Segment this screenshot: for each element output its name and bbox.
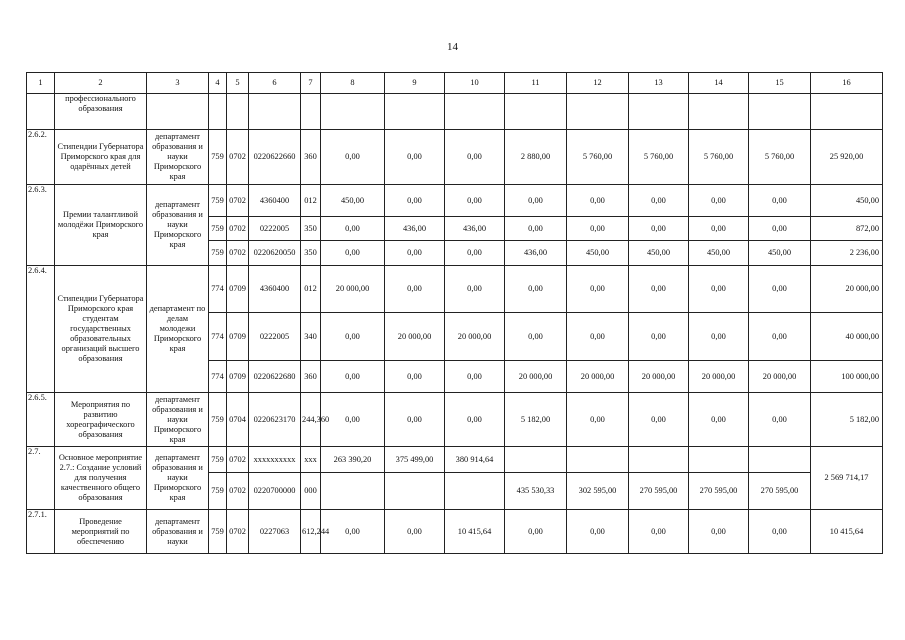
cell-value: 263 390,20 bbox=[321, 447, 385, 473]
cell-dept: департамент образования и науки Приморского края bbox=[147, 130, 209, 185]
cell-value: 0,00 bbox=[321, 241, 385, 266]
cell-csr: 0222005 bbox=[249, 217, 301, 241]
cell-value: 0,00 bbox=[629, 393, 689, 447]
cell-grbs: 759 bbox=[209, 447, 227, 473]
cell-value: 0,00 bbox=[505, 217, 567, 241]
cell-rzpr: 0702 bbox=[227, 217, 249, 241]
cell-value: 0,00 bbox=[321, 361, 385, 393]
cell-value: 375 499,00 bbox=[385, 447, 445, 473]
cell-name: Стипендии Губернатора Приморского края для одарённых детей bbox=[55, 130, 147, 185]
cell-vr: 012 bbox=[301, 266, 321, 313]
cell-value: 0,00 bbox=[567, 217, 629, 241]
cell-rzpr: 0702 bbox=[227, 185, 249, 217]
cell-empty bbox=[505, 447, 567, 473]
header-cell: 8 bbox=[321, 73, 385, 94]
cell-empty bbox=[227, 94, 249, 130]
cell-dept: департамент образования и науки bbox=[147, 510, 209, 554]
cell-csr: 4360400 bbox=[249, 266, 301, 313]
cell-value: 380 914,64 bbox=[445, 447, 505, 473]
cell-value: 0,00 bbox=[689, 185, 749, 217]
cell-value: 5 760,00 bbox=[689, 130, 749, 185]
cell-value: 0,00 bbox=[689, 393, 749, 447]
cell-grbs: 759 bbox=[209, 130, 227, 185]
cell-value: 20 000,00 bbox=[749, 361, 811, 393]
cell-csr: xxxxxxxxxx bbox=[249, 447, 301, 473]
cell-value: 5 760,00 bbox=[567, 130, 629, 185]
header-cell: 5 bbox=[227, 73, 249, 94]
cell-total: 20 000,00 bbox=[811, 266, 883, 313]
cell-value: 0,00 bbox=[629, 266, 689, 313]
cell-value: 0,00 bbox=[567, 393, 629, 447]
cell-value: 0,00 bbox=[749, 217, 811, 241]
cell-id: 2.6.5. bbox=[27, 393, 55, 447]
cell-value: 436,00 bbox=[385, 217, 445, 241]
header-cell: 12 bbox=[567, 73, 629, 94]
budget-table bbox=[26, 72, 883, 554]
cell-rzpr: 0702 bbox=[227, 447, 249, 473]
cell-value: 20 000,00 bbox=[385, 313, 445, 361]
cell-value: 436,00 bbox=[505, 241, 567, 266]
cell-value: 0,00 bbox=[385, 185, 445, 217]
cell-empty bbox=[209, 94, 227, 130]
cell-vr: 244,360 bbox=[301, 393, 321, 447]
cell-value: 0,00 bbox=[505, 510, 567, 554]
header-cell: 3 bbox=[147, 73, 209, 94]
cell-value: 0,00 bbox=[445, 361, 505, 393]
cell-empty bbox=[629, 447, 689, 473]
cell-total: 100 000,00 bbox=[811, 361, 883, 393]
cell-id: 2.6.4. bbox=[27, 266, 55, 393]
cell-value: 450,00 bbox=[567, 241, 629, 266]
cell-total: 2 569 714,17 bbox=[811, 447, 883, 510]
cell-id: 2.6.2. bbox=[27, 130, 55, 185]
cell-name: Мероприятия по развитию хореографического образования bbox=[55, 393, 147, 447]
cell-value: 0,00 bbox=[567, 185, 629, 217]
cell-empty bbox=[321, 473, 385, 510]
cell-empty bbox=[445, 473, 505, 510]
cell-rzpr: 0702 bbox=[227, 473, 249, 510]
cell-value: 20 000,00 bbox=[505, 361, 567, 393]
cell-empty bbox=[301, 94, 321, 130]
cell-total: 450,00 bbox=[811, 185, 883, 217]
cell-empty bbox=[505, 94, 567, 130]
cell-value: 0,00 bbox=[629, 313, 689, 361]
cell-vr: xxx bbox=[301, 447, 321, 473]
cell-value: 270 595,00 bbox=[689, 473, 749, 510]
cell-value: 0,00 bbox=[567, 313, 629, 361]
cell-grbs: 774 bbox=[209, 361, 227, 393]
cell-rzpr: 0702 bbox=[227, 130, 249, 185]
cell-csr: 0220700000 bbox=[249, 473, 301, 510]
cell-value: 0,00 bbox=[445, 241, 505, 266]
header-cell: 6 bbox=[249, 73, 301, 94]
cell-id: 2.7.1. bbox=[27, 510, 55, 554]
table-row bbox=[27, 73, 883, 94]
cell-value: 0,00 bbox=[505, 266, 567, 313]
page-number: 14 bbox=[447, 41, 458, 53]
cell-value: 20 000,00 bbox=[445, 313, 505, 361]
cell-value: 0,00 bbox=[385, 510, 445, 554]
cell-value: 450,00 bbox=[749, 241, 811, 266]
cell-vr: 012 bbox=[301, 185, 321, 217]
cell-dept: департамент по делам молодежи Приморского края bbox=[147, 266, 209, 393]
cell-empty bbox=[629, 94, 689, 130]
cell-total: 2 236,00 bbox=[811, 241, 883, 266]
cell-value: 450,00 bbox=[321, 185, 385, 217]
cell-empty bbox=[689, 447, 749, 473]
cell-vr: 350 bbox=[301, 241, 321, 266]
header-cell: 9 bbox=[385, 73, 445, 94]
cell-empty bbox=[321, 94, 385, 130]
cell-value: 0,00 bbox=[689, 313, 749, 361]
cell-value: 0,00 bbox=[445, 130, 505, 185]
header-cell: 2 bbox=[55, 73, 147, 94]
table-row bbox=[27, 447, 883, 473]
header-cell: 13 bbox=[629, 73, 689, 94]
header-cell: 10 bbox=[445, 73, 505, 94]
cell-value: 5 182,00 bbox=[505, 393, 567, 447]
cell-value: 0,00 bbox=[629, 217, 689, 241]
cell-value: 0,00 bbox=[749, 510, 811, 554]
cell-value: 0,00 bbox=[385, 393, 445, 447]
cell-csr: 0220622680 bbox=[249, 361, 301, 393]
cell-value: 2 880,00 bbox=[505, 130, 567, 185]
table-row bbox=[27, 185, 883, 217]
table-row bbox=[27, 393, 883, 447]
cell-dept: департамент образования и науки Приморского края bbox=[147, 393, 209, 447]
header-cell: 11 bbox=[505, 73, 567, 94]
cell-rzpr: 0709 bbox=[227, 313, 249, 361]
cell-total: 40 000,00 bbox=[811, 313, 883, 361]
cell-vr: 612,244 bbox=[301, 510, 321, 554]
cell-value: 450,00 bbox=[629, 241, 689, 266]
cell-total: 10 415,64 bbox=[811, 510, 883, 554]
cell-value: 0,00 bbox=[749, 185, 811, 217]
cell-value: 0,00 bbox=[385, 130, 445, 185]
cell-value: 0,00 bbox=[385, 241, 445, 266]
header-cell: 16 bbox=[811, 73, 883, 94]
cell-vr: 340 bbox=[301, 313, 321, 361]
cell-value: 20 000,00 bbox=[567, 361, 629, 393]
cell-csr: 0227063 bbox=[249, 510, 301, 554]
cell-csr: 0220620050 bbox=[249, 241, 301, 266]
cell-dept: департамент образования и науки Приморского края bbox=[147, 185, 209, 266]
cell-id bbox=[27, 94, 55, 130]
cell-value: 0,00 bbox=[321, 313, 385, 361]
header-cell: 4 bbox=[209, 73, 227, 94]
cell-value: 0,00 bbox=[689, 510, 749, 554]
cell-vr: 000 bbox=[301, 473, 321, 510]
cell-value: 0,00 bbox=[321, 393, 385, 447]
header-cell: 7 bbox=[301, 73, 321, 94]
cell-grbs: 759 bbox=[209, 510, 227, 554]
cell-empty bbox=[385, 473, 445, 510]
cell-name: Проведение мероприятий по обеспечению bbox=[55, 510, 147, 554]
cell-grbs: 759 bbox=[209, 185, 227, 217]
cell-grbs: 759 bbox=[209, 473, 227, 510]
cell-rzpr: 0702 bbox=[227, 241, 249, 266]
cell-empty bbox=[749, 94, 811, 130]
cell-value: 20 000,00 bbox=[629, 361, 689, 393]
cell-value: 0,00 bbox=[445, 185, 505, 217]
cell-empty bbox=[147, 94, 209, 130]
cell-csr: 4360400 bbox=[249, 185, 301, 217]
cell-rzpr: 0709 bbox=[227, 361, 249, 393]
cell-value: 0,00 bbox=[321, 217, 385, 241]
cell-empty bbox=[567, 94, 629, 130]
cell-vr: 360 bbox=[301, 130, 321, 185]
cell-grbs: 759 bbox=[209, 393, 227, 447]
cell-csr: 0222005 bbox=[249, 313, 301, 361]
cell-rzpr: 0702 bbox=[227, 510, 249, 554]
cell-value: 270 595,00 bbox=[629, 473, 689, 510]
cell-empty bbox=[689, 94, 749, 130]
header-cell: 15 bbox=[749, 73, 811, 94]
cell-total: 25 920,00 bbox=[811, 130, 883, 185]
cell-empty bbox=[811, 94, 883, 130]
cell-rzpr: 0709 bbox=[227, 266, 249, 313]
header-cell: 14 bbox=[689, 73, 749, 94]
cell-value: 302 595,00 bbox=[567, 473, 629, 510]
table-row bbox=[27, 510, 883, 554]
cell-empty bbox=[385, 94, 445, 130]
cell-name: Основное мероприятие 2.7.: Создание условий для получения качественного общего образования bbox=[55, 447, 147, 510]
cell-value: 0,00 bbox=[749, 313, 811, 361]
cell-value: 436,00 bbox=[445, 217, 505, 241]
cell-id: 2.7. bbox=[27, 447, 55, 510]
cell-value: 0,00 bbox=[689, 266, 749, 313]
cell-total: 5 182,00 bbox=[811, 393, 883, 447]
cell-total: 872,00 bbox=[811, 217, 883, 241]
cell-value: 0,00 bbox=[629, 185, 689, 217]
cell-value: 0,00 bbox=[629, 510, 689, 554]
cell-empty bbox=[749, 447, 811, 473]
cell-value: 0,00 bbox=[321, 130, 385, 185]
cell-value: 0,00 bbox=[445, 266, 505, 313]
cell-value: 0,00 bbox=[385, 266, 445, 313]
cell-empty bbox=[445, 94, 505, 130]
cell-value: 0,00 bbox=[749, 266, 811, 313]
cell-grbs: 774 bbox=[209, 313, 227, 361]
header-cell: 1 bbox=[27, 73, 55, 94]
cell-empty bbox=[249, 94, 301, 130]
cell-value: 0,00 bbox=[749, 393, 811, 447]
cell-dept: департамент образования и науки Приморского края bbox=[147, 447, 209, 510]
cell-value: 435 530,33 bbox=[505, 473, 567, 510]
cell-vr: 350 bbox=[301, 217, 321, 241]
cell-value: 5 760,00 bbox=[629, 130, 689, 185]
cell-value: 0,00 bbox=[689, 217, 749, 241]
cell-vr: 360 bbox=[301, 361, 321, 393]
cell-csr: 0220622660 bbox=[249, 130, 301, 185]
cell-grbs: 774 bbox=[209, 266, 227, 313]
cell-value: 20 000,00 bbox=[321, 266, 385, 313]
cell-id: 2.6.3. bbox=[27, 185, 55, 266]
cell-value: 10 415,64 bbox=[445, 510, 505, 554]
cell-value: 0,00 bbox=[567, 266, 629, 313]
cell-value: 20 000,00 bbox=[689, 361, 749, 393]
cell-value: 450,00 bbox=[689, 241, 749, 266]
cell-name: Премии талантливой молодёжи Приморского края bbox=[55, 185, 147, 266]
cell-value: 0,00 bbox=[321, 510, 385, 554]
cell-rzpr: 0704 bbox=[227, 393, 249, 447]
cell-value: 0,00 bbox=[567, 510, 629, 554]
cell-value: 0,00 bbox=[505, 313, 567, 361]
cell-value: 270 595,00 bbox=[749, 473, 811, 510]
table-row bbox=[27, 130, 883, 185]
cell-value: 0,00 bbox=[505, 185, 567, 217]
cell-value: 0,00 bbox=[385, 361, 445, 393]
cell-csr: 0220623170 bbox=[249, 393, 301, 447]
cell-grbs: 759 bbox=[209, 241, 227, 266]
cell-name: Стипендии Губернатора Приморского края студентам государственных образовательных организаций высшего образования bbox=[55, 266, 147, 393]
table-row bbox=[27, 94, 883, 130]
cell-value: 0,00 bbox=[445, 393, 505, 447]
cell-empty bbox=[567, 447, 629, 473]
table-row bbox=[27, 266, 883, 313]
cell-grbs: 759 bbox=[209, 217, 227, 241]
cell-value: 5 760,00 bbox=[749, 130, 811, 185]
cell-name: профессионального образования bbox=[55, 94, 147, 130]
